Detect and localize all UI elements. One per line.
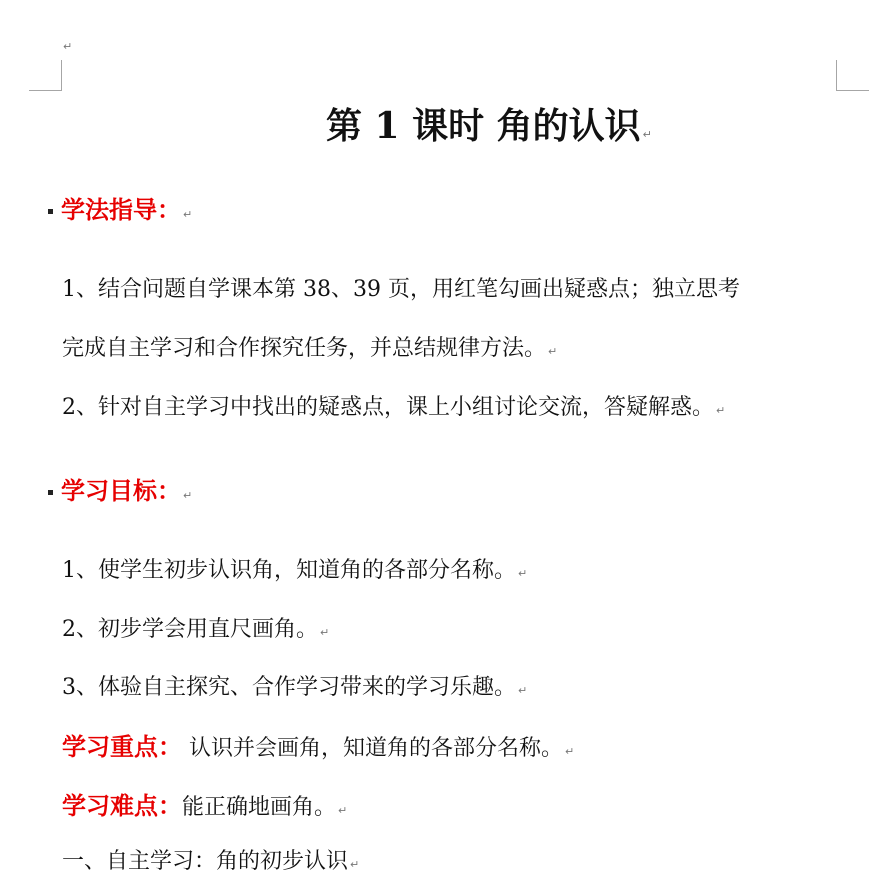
objective-item: 2、初步学会用直尺画角。 ↵ <box>62 617 330 642</box>
study-guide-line: 2、针对自主学习中找出的疑惑点，课上小组讨论交流，答疑解惑。 ↵ <box>62 395 726 420</box>
paragraph-mark-icon: ↵ <box>518 567 528 580</box>
paragraph-mark-icon: ↵ <box>183 208 193 221</box>
paragraph-mark-icon: ↵ <box>63 40 73 53</box>
paragraph-mark-icon: ↵ <box>518 684 528 697</box>
paragraph-mark-icon: ↵ <box>565 745 575 758</box>
paragraph-mark-icon: ↵ <box>642 128 652 141</box>
paragraph-mark-icon: ↵ <box>320 626 330 639</box>
section-heading: 一、自主学习：角的初步认识 ↵ <box>62 849 360 874</box>
objective-item: 3、体验自主探究、合作学习带来的学习乐趣。 ↵ <box>62 675 528 700</box>
difficulty-point: 学习难点：能正确地画角。 ↵ <box>62 791 348 820</box>
crop-mark-right <box>836 60 869 91</box>
paragraph-mark-icon: ↵ <box>716 404 726 417</box>
paragraph-mark-icon: ↵ <box>338 804 348 817</box>
paragraph-mark-icon: ↵ <box>183 489 193 502</box>
objectives-heading: 学习目标： ↵ <box>48 471 192 506</box>
study-guide-line: 1、结合问题自学课本第 38、39 页，用红笔勾画出疑惑点；独立思考 <box>62 277 740 302</box>
difficulty-label: 学习难点： <box>62 791 182 820</box>
study-guide-line: 完成自主学习和合作探究任务，并总结规律方法。 ↵ <box>62 336 558 361</box>
key-point-label: 学习重点： <box>62 732 182 761</box>
bullet-icon <box>48 490 53 495</box>
study-guide-heading: 学法指导： ↵ <box>48 190 192 225</box>
objective-item: 1、使学生初步认识角，知道角的各部分名称。 ↵ <box>62 558 528 583</box>
key-point: 学习重点： 认识并会画角，知道角的各部分名称。 ↵ <box>62 732 575 761</box>
crop-mark-left <box>29 60 62 91</box>
bullet-icon <box>48 209 53 214</box>
page-title: 第 1 课时 角的认识 ↵ <box>326 105 652 147</box>
paragraph-mark-icon: ↵ <box>548 345 558 358</box>
paragraph-mark-icon: ↵ <box>350 858 360 871</box>
